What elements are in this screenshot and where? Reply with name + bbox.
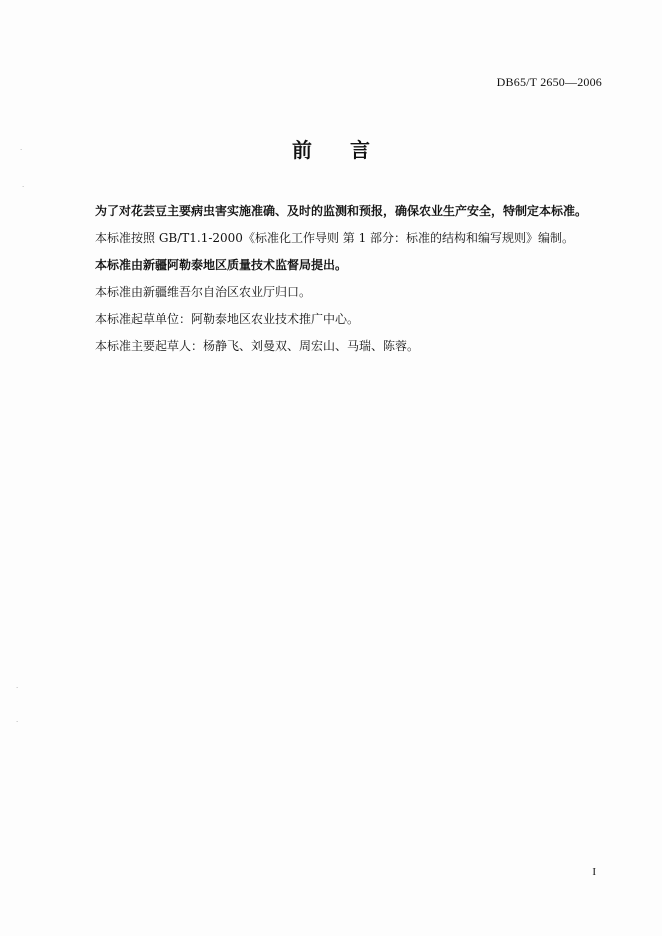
scan-mark: ·: [22, 183, 25, 191]
paragraph-drafters: 本标准主要起草人：杨静飞、刘曼双、周宏山、马瑞、陈蓉。: [95, 339, 420, 353]
scan-mark: ·: [16, 684, 19, 692]
foreword-body: [95, 204, 615, 366]
page-title: [0, 134, 662, 163]
page-number: I: [592, 866, 596, 878]
paragraph-centralized-by: 本标准由新疆维吾尔自治区农业厅归口。: [95, 285, 312, 299]
scan-mark: ·: [20, 146, 23, 154]
paragraph-drafting-unit: 本标准起草单位：阿勒泰地区农业技术推广中心。: [95, 312, 360, 326]
title-char-2: 言: [350, 138, 370, 162]
title-char-1: 前: [292, 138, 312, 162]
paragraph-proposer: 本标准由新疆阿勒泰地区质量技术监督局提出。: [95, 258, 348, 272]
standard-number: DB65/T 2650—2006: [496, 75, 602, 89]
scan-mark: ·: [16, 718, 19, 726]
paragraph-drafting-rules: 本标准按照 GB/T1.1-2000《标准化工作导则 第 1 部分：标准的结构和编写规则》编制。: [95, 231, 575, 245]
paragraph-purpose: 为了对花芸豆主要病虫害实施准确、及时的监测和预报，确保农业生产安全，特制定本标准。: [95, 204, 588, 218]
